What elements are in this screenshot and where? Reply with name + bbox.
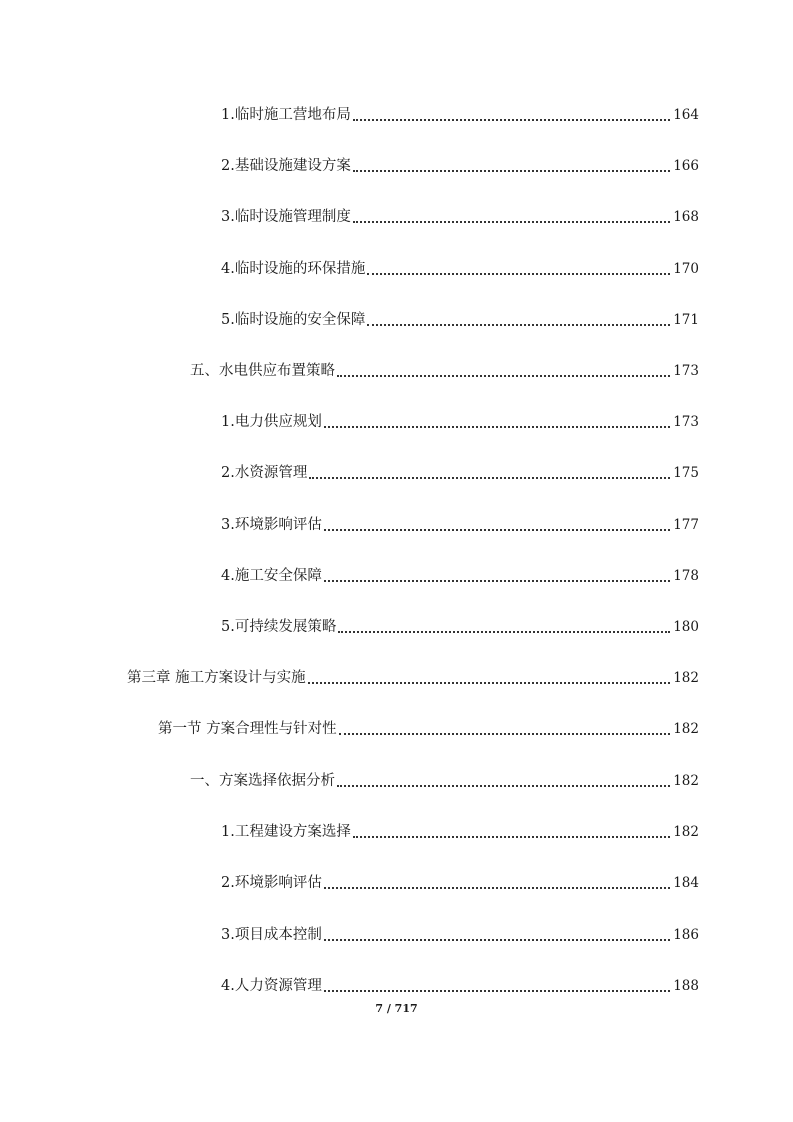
toc-page-number: 164 bbox=[673, 107, 699, 123]
toc-page-number: 188 bbox=[673, 978, 699, 994]
toc-page-number: 182 bbox=[673, 824, 699, 840]
toc-entry-section[interactable] bbox=[158, 718, 699, 740]
toc-page-number: 173 bbox=[673, 363, 699, 379]
toc-dot-leader bbox=[339, 718, 671, 740]
toc-entry-label: 2.基础设施建设方案 bbox=[221, 158, 351, 174]
toc-dot-leader bbox=[324, 924, 670, 946]
toc-dot-leader bbox=[338, 616, 670, 638]
toc-dot-leader bbox=[353, 206, 670, 228]
toc-dot-leader bbox=[353, 821, 670, 843]
toc-page-number: 182 bbox=[673, 670, 699, 686]
toc-entry[interactable] bbox=[221, 821, 699, 843]
toc-entry[interactable] bbox=[221, 616, 699, 638]
page-number-indicator: 7 / 717 bbox=[375, 1002, 418, 1015]
toc-page-number: 171 bbox=[673, 312, 699, 328]
toc-entry-label: 1.工程建设方案选择 bbox=[221, 824, 351, 840]
toc-entry-label: 第一节 方案合理性与针对性 bbox=[158, 721, 337, 737]
toc-entry[interactable] bbox=[221, 975, 699, 997]
toc-entry-label: 1.临时施工营地布局 bbox=[221, 107, 351, 123]
toc-dot-leader bbox=[324, 565, 670, 587]
toc-entry-label: 2.环境影响评估 bbox=[221, 875, 322, 891]
toc-page-number: 184 bbox=[673, 875, 699, 891]
toc-page-number: 175 bbox=[673, 465, 699, 481]
toc-page-number: 182 bbox=[673, 721, 699, 737]
toc-dot-leader bbox=[308, 667, 671, 689]
toc-entry[interactable] bbox=[221, 258, 699, 280]
toc-entry[interactable] bbox=[221, 565, 699, 587]
toc-dot-leader bbox=[367, 258, 670, 280]
toc-dot-leader bbox=[367, 309, 670, 331]
toc-dot-leader bbox=[353, 155, 670, 177]
toc-entry-label: 4.施工安全保障 bbox=[221, 568, 322, 584]
toc-entry-label: 3.环境影响评估 bbox=[221, 517, 322, 533]
toc-entry[interactable] bbox=[221, 104, 699, 126]
toc-dot-leader bbox=[324, 975, 670, 997]
toc-dot-leader bbox=[353, 104, 670, 126]
toc-dot-leader bbox=[324, 872, 670, 894]
toc-page-number: 168 bbox=[673, 209, 699, 225]
toc-entry[interactable] bbox=[221, 514, 699, 536]
toc-page-number: 166 bbox=[673, 158, 699, 174]
toc-entry[interactable] bbox=[221, 411, 699, 433]
toc-entry-label: 5.临时设施的安全保障 bbox=[221, 312, 366, 328]
toc-entry[interactable] bbox=[190, 770, 699, 792]
toc-page-number: 180 bbox=[673, 619, 699, 635]
toc-page-number: 177 bbox=[673, 517, 699, 533]
toc-entry-label: 2.水资源管理 bbox=[221, 465, 308, 481]
toc-entry[interactable] bbox=[190, 360, 699, 382]
toc-entry[interactable] bbox=[221, 872, 699, 894]
toc-dot-leader bbox=[324, 411, 670, 433]
toc-entry[interactable] bbox=[221, 462, 699, 484]
toc-entry-label: 第三章 施工方案设计与实施 bbox=[127, 670, 306, 686]
toc-dot-leader bbox=[337, 770, 670, 792]
toc-page-number: 178 bbox=[673, 568, 699, 584]
toc-entry[interactable] bbox=[221, 924, 699, 946]
toc-entry[interactable] bbox=[221, 155, 699, 177]
toc-page-number: 186 bbox=[673, 927, 699, 943]
toc-dot-leader bbox=[324, 514, 670, 536]
toc-entry-label: 4.临时设施的环保措施 bbox=[221, 261, 366, 277]
toc-entry-label: 1.电力供应规划 bbox=[221, 414, 322, 430]
toc-entry[interactable] bbox=[221, 206, 699, 228]
toc-entry-label: 五、水电供应布置策略 bbox=[190, 363, 335, 379]
toc-entry-label: 5.可持续发展策略 bbox=[221, 619, 337, 635]
toc-dot-leader bbox=[309, 462, 670, 484]
toc-entry-label: 4.人力资源管理 bbox=[221, 978, 322, 994]
toc-page-number: 170 bbox=[673, 261, 699, 277]
toc-dot-leader bbox=[337, 360, 670, 382]
toc-entry-chapter[interactable] bbox=[127, 667, 699, 689]
toc-entry-label: 3.临时设施管理制度 bbox=[221, 209, 351, 225]
toc-page-number: 182 bbox=[673, 773, 699, 789]
toc-entry-label: 一、方案选择依据分析 bbox=[190, 773, 335, 789]
toc-entry[interactable] bbox=[221, 309, 699, 331]
toc-entry-label: 3.项目成本控制 bbox=[221, 927, 322, 943]
toc-page-number: 173 bbox=[673, 414, 699, 430]
